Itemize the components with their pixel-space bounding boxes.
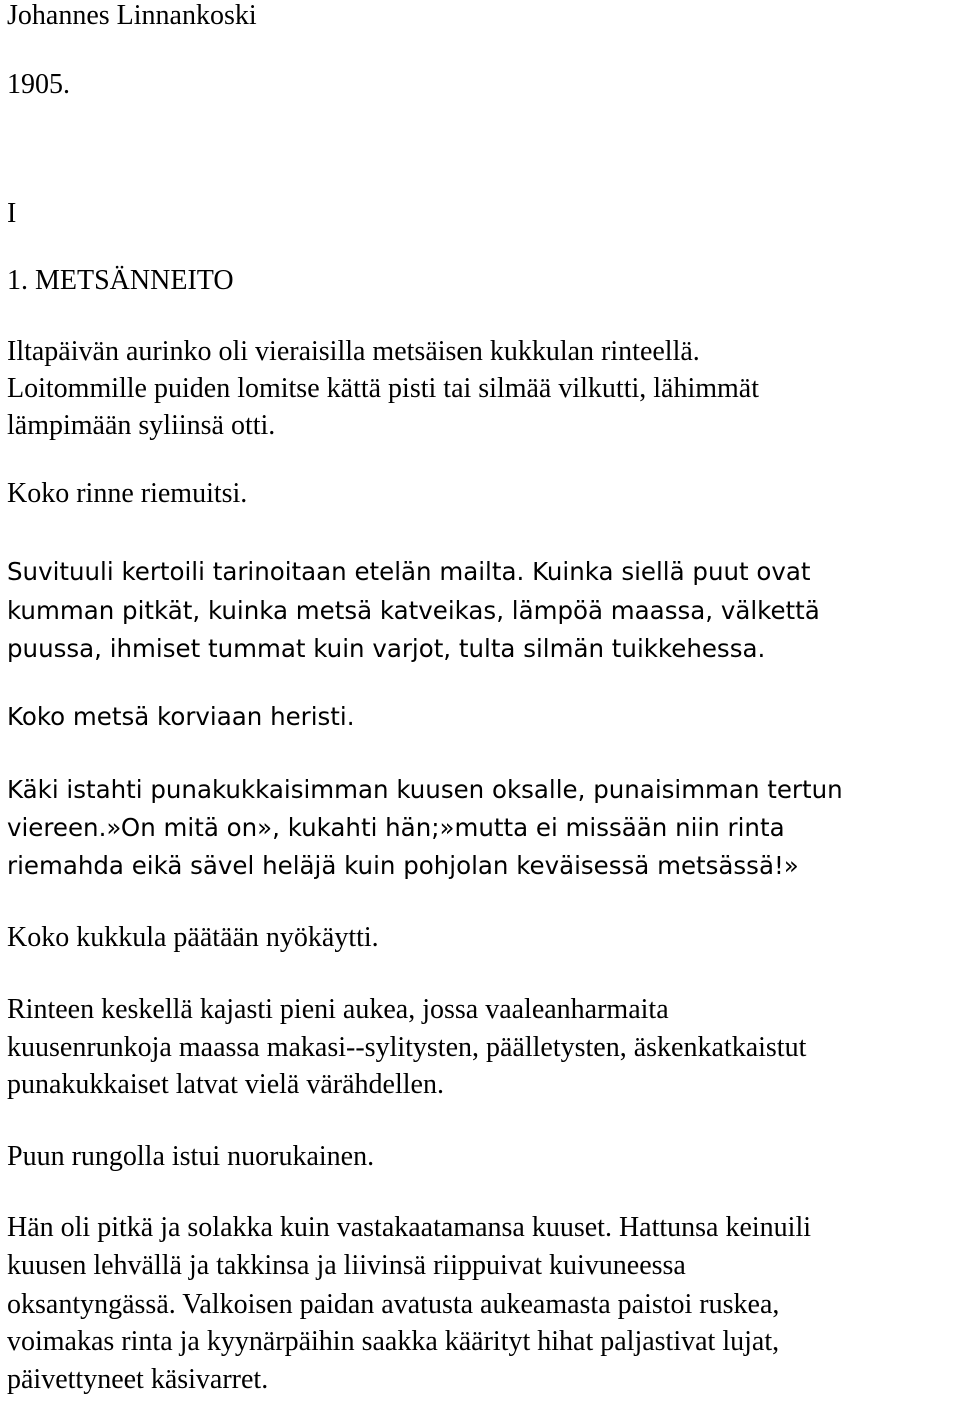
paragraph-line: Käki istahti punakukkaisimman kuusen oksalle, punaisimman tertun	[7, 775, 843, 804]
paragraph-line: Koko metsä korviaan heristi.	[7, 702, 355, 731]
paragraph-line: Rinteen keskellä kajasti pieni aukea, jossa vaaleanharmaita	[7, 994, 669, 1025]
paragraph-line: kuusenrunkoja maassa makasi--sylitysten, päälletysten, äskenkatkaistut	[7, 1032, 807, 1063]
paragraph-line: Suvituuli kertoili tarinoitaan etelän mailta. Kuinka siellä puut ovat	[7, 557, 811, 586]
paragraph-line: riemahda eikä sävel heläjä kuin pohjolan keväisessä metsässä!»	[7, 851, 799, 880]
paragraph-line: Loitommille puiden lomitse kättä pisti tai silmää vilkutti, lähimmät	[7, 373, 760, 404]
paragraph-line: Iltapäivän aurinko oli vieraisilla metsäisen kukkulan rinteellä.	[7, 336, 700, 367]
paragraph-line: punakukkaiset latvat vielä värähdellen.	[7, 1069, 444, 1100]
paragraph-line: oksantyngässä. Valkoisen paidan avatusta aukeamasta paistoi ruskea,	[7, 1289, 780, 1320]
paragraph-line: Koko rinne riemuitsi.	[7, 478, 248, 509]
paragraph-line: Koko kukkula päätään nyökäytti.	[7, 922, 379, 953]
paragraph-line: viereen.»On mitä on», kukahti hän;»mutta ei missään niin rinta	[7, 813, 785, 842]
paragraph-line: Puun rungolla istui nuorukainen.	[7, 1141, 375, 1172]
publication-year: 1905.	[7, 69, 70, 100]
paragraph-line: päivettyneet käsivarret.	[7, 1364, 269, 1395]
author-name: Johannes Linnankoski	[7, 0, 257, 31]
paragraph-line: kumman pitkät, kuinka metsä katveikas, lämpöä maassa, välkettä	[7, 596, 820, 625]
paragraph-line: Hän oli pitkä ja solakka kuin vastakaatamansa kuuset. Hattunsa keinuili	[7, 1212, 812, 1243]
part-number: I	[7, 198, 17, 229]
paragraph-line: voimakas rinta ja kyynärpäihin saakka käärityt hihat paljastivat lujat,	[7, 1326, 780, 1357]
chapter-title: 1. METSÄNNEITO	[7, 265, 234, 296]
paragraph-line: puussa, ihmiset tummat kuin varjot, tulta silmän tuikkehessa.	[7, 634, 766, 663]
paragraph-line: lämpimään syliinsä otti.	[7, 410, 276, 441]
paragraph-line: kuusen lehvällä ja takkinsa ja liivinsä riippuivat kuivuneessa	[7, 1250, 686, 1281]
